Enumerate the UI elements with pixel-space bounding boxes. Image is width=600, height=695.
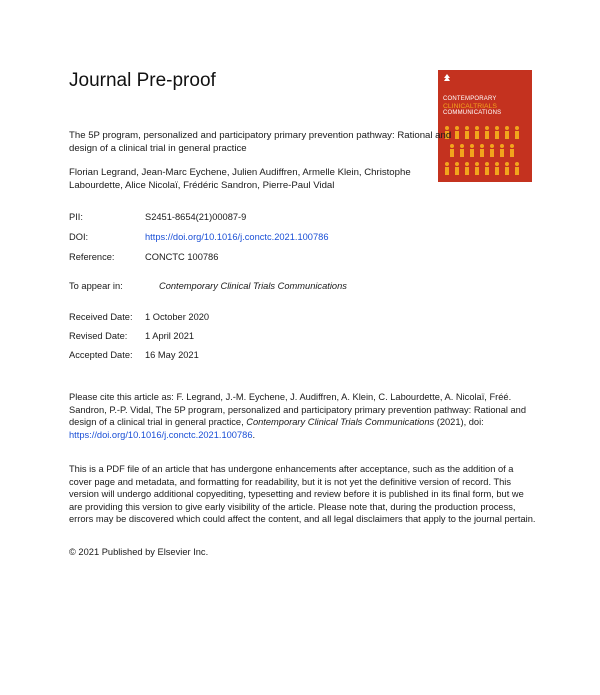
reference-label: Reference: (69, 252, 115, 262)
appear-label: To appear in: (69, 281, 123, 291)
pii-row (69, 211, 246, 223)
cover-title-line2: CLINICALTRIALS (443, 103, 497, 110)
appear-row (69, 280, 347, 292)
reference-value: CONCTC 100786 (145, 252, 219, 262)
accepted-label: Accepted Date: (69, 350, 133, 360)
cover-figures (442, 124, 528, 180)
pii-value: S2451-8654(21)00087-9 (145, 212, 247, 222)
citation-paragraph (69, 391, 537, 441)
citation-end: . (252, 429, 256, 440)
revised-value: 1 April 2021 (145, 331, 195, 341)
appear-value: Contemporary Clinical Trials Communications (159, 281, 347, 291)
received-row (69, 311, 209, 323)
article-authors: Florian Legrand, Jean-Marc Eychene, Julien Audiffren, Armelle Klein, Christophe Labourdette, Alice Nicolaï, Frédéric Sandron, Pierre-Paul Vidal (69, 167, 411, 191)
doi-link[interactable]: https://doi.org/10.1016/j.conctc.2021.100786 (145, 232, 329, 242)
accepted-row (69, 349, 199, 361)
citation-year: (2021), doi: (434, 417, 484, 428)
doi-row (69, 231, 329, 243)
accepted-value: 16 May 2021 (145, 350, 199, 360)
citation-text: Please cite this article as: F. Legrand, J.-M. Eychene, J. Audiffren, A. Klein, C. Labourdette, A. Nicolaï, Fréé. Sandron, P.-P. Vidal, The 5P program, personalized and participatory primary prevention pathway: Rational and design of a clinical trial in general practice, (69, 392, 527, 428)
pii-label: PII: (69, 212, 83, 222)
revised-row (69, 330, 194, 342)
citation-journal: Contemporary Clinical Trials Communications (246, 417, 435, 428)
copyright-text: © 2021 Published by Elsevier Inc. (69, 547, 209, 557)
notice-paragraph: This is a PDF file of an article that has undergone enhancements after acceptance, such as the addition of a cover page and metadata, and formatting for readability, but it is not yet the definitive version of record. This version will undergo additional copyediting, typesetting and review before it is published in its final form, but we are providing this version to give early visibility of the article. Please note that, during the production process, errors may be discovered which could affect the content, and all legal disclaimers that apply to the journal pertain. (69, 464, 536, 525)
reference-row (69, 251, 218, 263)
received-label: Received Date: (69, 312, 133, 322)
cover-title-line3: COMMUNICATIONS (443, 110, 502, 116)
doi-label: DOI: (69, 232, 89, 242)
citation-doi-link[interactable]: https://doi.org/10.1016/j.conctc.2021.100786 (69, 429, 253, 440)
revised-label: Revised Date: (69, 331, 128, 341)
received-value: 1 October 2020 (145, 312, 210, 322)
cover-title-line1: CONTEMPORARY (443, 96, 497, 102)
elsevier-tree-icon (443, 74, 451, 82)
article-title: The 5P program, personalized and participatory primary prevention pathway: Rational and design of a clinical trial in general practice (69, 130, 452, 154)
page-title: Journal Pre-proof (69, 70, 216, 91)
journal-cover (438, 70, 532, 182)
